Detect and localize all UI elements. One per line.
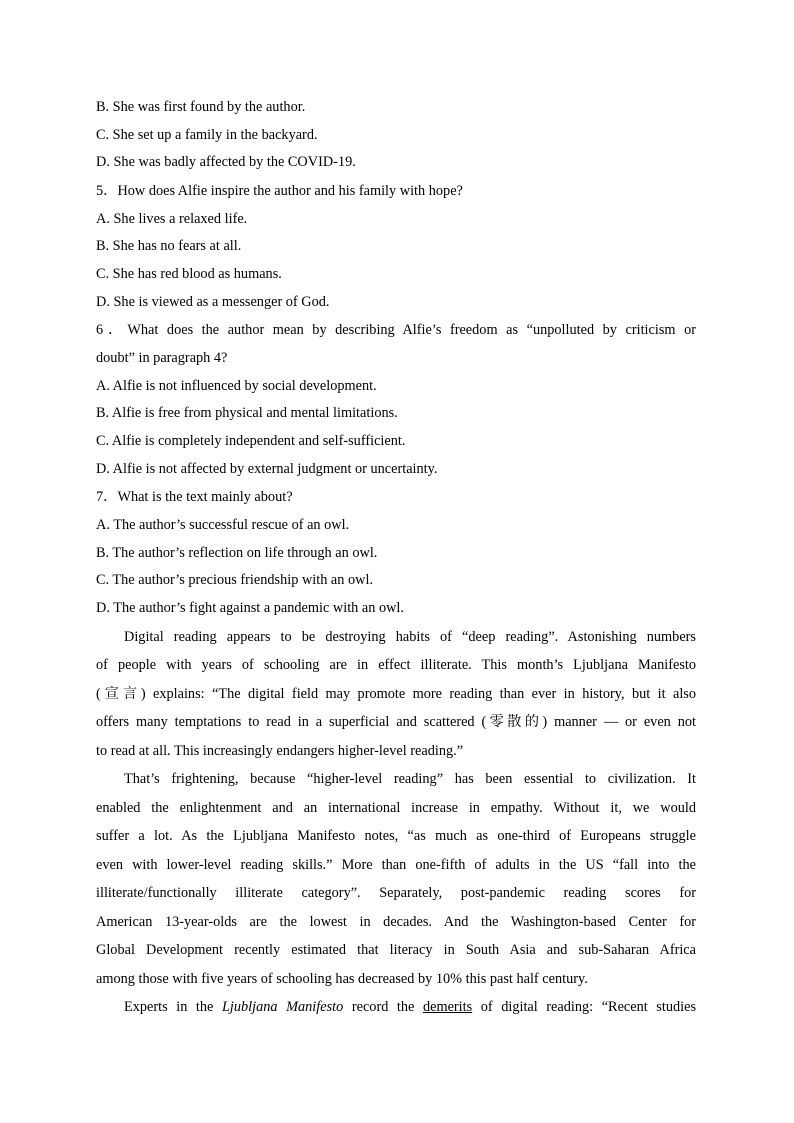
paragraph-1 <box>96 623 696 766</box>
paragraph-line: offers many temptations to read in a superficial and scattered (零散的) manner — or even not <box>96 714 696 730</box>
document-content <box>96 94 696 1022</box>
paragraph-line: suffer a lot. As the Ljubljana Manifesto notes, “as much as one-third of Europeans struggle <box>96 828 696 844</box>
text-run: of digital reading: “Recent studies <box>472 999 697 1015</box>
paragraph-line: (宣言) explains: “The digital field may promote more reading than ever in history, but it also <box>96 685 696 702</box>
option-line: B. Alfie is free from physical and mental limitations. <box>96 405 398 422</box>
paragraph-line: even with lower-level reading skills.” More than one-fifth of adults in the US “fall into the <box>96 856 696 873</box>
option-line: D. She was badly affected by the COVID-19. <box>96 154 356 171</box>
question-block <box>96 94 696 623</box>
reading-passage <box>96 623 696 1022</box>
text-run: record the <box>343 999 423 1015</box>
option-line: D. She is viewed as a messenger of God. <box>96 293 330 310</box>
question-6: 6．What does the author mean by describing Alfie’s freedom as “unpolluted by criticism or <box>96 322 696 339</box>
option-line: C. She set up a family in the backyard. <box>96 126 318 143</box>
option-line: C. Alfie is completely independent and self-sufficient. <box>96 432 406 449</box>
option-line: A. She lives a relaxed life. <box>96 210 248 227</box>
paragraph-line: Global Development recently estimated that literacy in South Asia and sub-Saharan Africa <box>96 942 696 958</box>
option-line: B. She was first found by the author. <box>96 99 306 115</box>
option-line: B. The author’s reflection on life through an owl. <box>96 544 378 561</box>
paragraph-line: illiterate/functionally illiterate category”. Separately, post-pandemic reading scores for <box>96 885 696 901</box>
option-line: B. She has no fears at all. <box>96 238 242 255</box>
paragraph-line: to read at all. This increasingly endangers higher-level reading.” <box>96 742 464 759</box>
paragraph-line: Digital reading appears to be destroying habits of “deep reading”. Astonishing numbers <box>124 628 696 645</box>
option-line: C. The author’s precious friendship with an owl. <box>96 572 374 589</box>
question-7: 7．What is the text mainly about? <box>96 489 293 506</box>
paragraph-2 <box>96 765 696 993</box>
paragraph-line: among those with five years of schooling has decreased by 10% this past half century. <box>96 970 588 987</box>
option-line: A. Alfie is not influenced by social development. <box>96 377 377 394</box>
text-run: Experts in the <box>124 999 222 1015</box>
paragraph-line: of people with years of schooling are in effect illiterate. This month’s Ljubljana Manifesto <box>96 657 696 673</box>
question-5: 5．How does Alfie inspire the author and his family with hope? <box>96 182 463 199</box>
paragraph-line: enabled the enlightenment and an international increase in empathy. Without it, we would <box>96 799 696 816</box>
paragraph-line: American 13-year-olds are the lowest in decades. And the Washington-based Center for <box>96 913 696 930</box>
paragraph-line: That’s frightening, because “higher-level reading” has been essential to civilization. It <box>124 771 696 787</box>
paragraph-3 <box>96 993 696 1022</box>
underlined-word: demerits <box>422 999 473 1015</box>
paragraph-line <box>96 993 696 1022</box>
option-line: A. The author’s successful rescue of an owl. <box>96 517 350 534</box>
question-6-continued: doubt” in paragraph 4? <box>96 350 228 367</box>
manifesto-title: Ljubljana Manifesto <box>221 999 344 1015</box>
option-line: D. Alfie is not affected by external judgment or uncertainty. <box>96 460 438 477</box>
option-line: D. The author’s fight against a pandemic with an owl. <box>96 599 404 616</box>
option-line: C. She has red blood as humans. <box>96 265 282 282</box>
